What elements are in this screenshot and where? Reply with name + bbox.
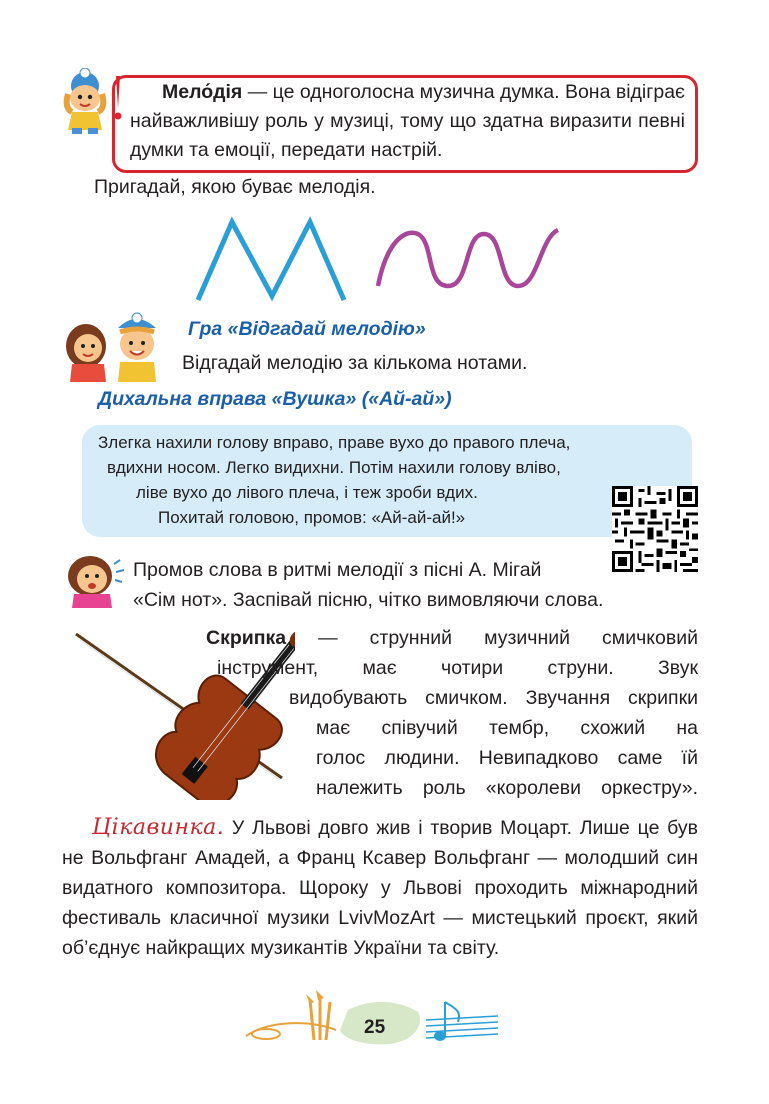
melody-zigzag-shape [194, 214, 354, 304]
breathing-instructions-text [90, 430, 680, 530]
fun-fact-paragraph [62, 813, 698, 963]
fun-fact-text: У Львові довго жив і творив Моцарт. Лише це був не Вольфганг Амадей, а Франц Ксавер Вольфганг — молодший син видатного композитора. Щороку у Львові проходить міжнародний фестиваль класичної музики LvivMozArt — мистецький проєкт, який об’єднує найкращих музикантів України та світу. [62, 817, 698, 959]
qr-code-icon[interactable] [612, 486, 698, 572]
character-singing-girl-icon [60, 552, 130, 608]
violin-line: голос людини. Невипадково саме їй [316, 747, 698, 769]
breathing-line: Похитай головою, промов: «Ай-ай-ай!» [158, 508, 466, 527]
violin-line: має співучий тембр, схожий на [316, 717, 698, 739]
violin-line: інструмент, має чотири струни. Звук [217, 657, 698, 679]
definition-text [130, 78, 685, 165]
violin-term: Скрипка [206, 627, 287, 649]
game-instruction: Відгадай мелодію за кількома нотами. [182, 352, 528, 374]
breathing-line: ліве вухо до лівого плеча, і теж зроби вдих. [136, 483, 478, 502]
violin-line: належить роль «королеви оркестру». [316, 777, 698, 799]
recall-text: Пригадай, якою буває мелодія. [94, 176, 376, 198]
breathing-line: вдихни носом. Легко видихни. Потім нахили голову вліво, [107, 458, 561, 477]
breathing-title: Дихальна вправа «Вушка» («Ай-ай») [98, 388, 452, 410]
definition-term: Мело́дія [162, 81, 243, 103]
song-line-1: Промов слова в ритмі мелодії з пісні А. Мігай [133, 559, 542, 581]
melody-wave-shape [374, 224, 564, 296]
violin-line: видобувають смичком. Звучання скрипки [289, 687, 698, 709]
definition-body: — це одноголосна музична думка. Вона відіграє найважливішу роль у музиці, тому що здатна виразити певні думки та емоції, передати настрій. [130, 81, 685, 161]
characters-boy-girl-icon [58, 312, 168, 384]
game-title: Гра «Відгадай мелодію» [188, 318, 426, 340]
song-line-2: «Сім нот». Заспівай пісню, чітко вимовляючи слова. [133, 589, 604, 611]
fun-fact-title: Цікавинка. [92, 815, 225, 840]
violin-line: Скрипка — струнний музичний смичковий [206, 627, 698, 649]
page-number: 25 [364, 1017, 386, 1038]
breathing-line: Злегка нахили голову вправо, праве вухо до правого плеча, [98, 433, 571, 452]
